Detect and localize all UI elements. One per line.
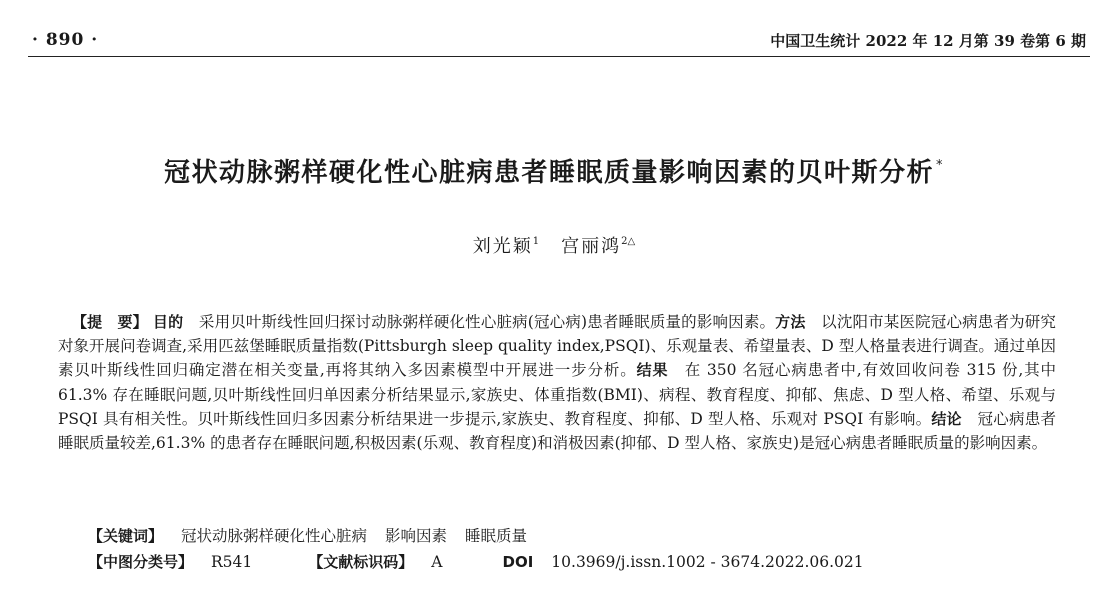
keywords-line [88,524,527,546]
page-number: · 890 · [32,30,99,50]
doi-label: DOI [502,553,534,571]
author-list [0,232,1108,258]
conclusion-text: 冠心病患者睡眠质量较差,61.3% 的患者存在睡眠问题,积极因素(乐观、教育程度)和消极因素(抑郁、D 型人格、家族史)是冠心病患者睡眠质量的影响因素。 [58,409,1056,453]
classification-line [88,551,864,572]
objective-text: 采用贝叶斯线性回归探讨动脉粥样硬化性心脏病(冠心病)患者睡眠质量的影响因素。 [198,313,776,331]
title-footnote-mark: * [936,158,944,173]
doi-value: 10.3969/j.issn.1002 - 3674.2022.06.021 [551,553,864,571]
methods-text: 以沈阳市某医院冠心病患者为研究对象开展问卷调查,采用匹兹堡睡眠质量指数(Pittsburgh sleep quality index,PSQI)、乐观量表、希望量表、D 型人格量表进行调查。通过单因素贝叶斯线性回归确定潜在相关变量,再将其纳入多因素模型中开展进一步分析。 [58,313,1056,380]
clc-label: 【中图分类号】 [88,553,194,571]
author-name: 刘光颖 [472,236,533,257]
article-title-text: 冠状动脉粥样硬化性心脏病患者睡眠质量影响因素的贝叶斯分析 [163,158,934,188]
doc-code-value: A [431,553,443,571]
methods-label: 方法 [775,313,806,331]
abstract [58,310,1056,455]
keyword: 冠状动脉粥样硬化性心脏病 [181,527,368,545]
author-affiliation: 1 [532,236,540,247]
author-affiliation: 2△ [621,236,636,247]
abstract-label: 【提 要】 [72,313,148,331]
keyword: 影响因素 [385,527,448,545]
objective-label: 目的 [152,313,184,331]
keyword: 睡眠质量 [465,527,528,545]
author-name: 宫丽鸿 [561,236,622,257]
results-text: 在 350 名冠心病患者中,有效回收问卷 315 份,其中 61.3% 存在睡眠问题,贝叶斯线性回归单因素分析结果显示,家族史、体重指数(BMI)、病程、教育程度、抑郁、焦虑、D 型人格、希望、乐观与 PSQI 具有相关性。贝叶斯线性回归多因素分析结果进一步提示,家族史、教育程度、抑郁、D 型人格、乐观对 PSQI 有影响。 [58,361,1056,428]
keywords-label: 【关键词】 [88,527,164,545]
clc-value: R541 [211,553,253,571]
journal-citation: 中国卫生统计 2022 年 12 月第 39 卷第 6 期 [770,32,1086,50]
article-title [0,152,1108,189]
conclusion-label: 结论 [931,409,962,428]
header-divider [28,56,1090,57]
doc-code-label: 【文献标识码】 [308,553,414,571]
results-label: 结果 [636,361,669,380]
